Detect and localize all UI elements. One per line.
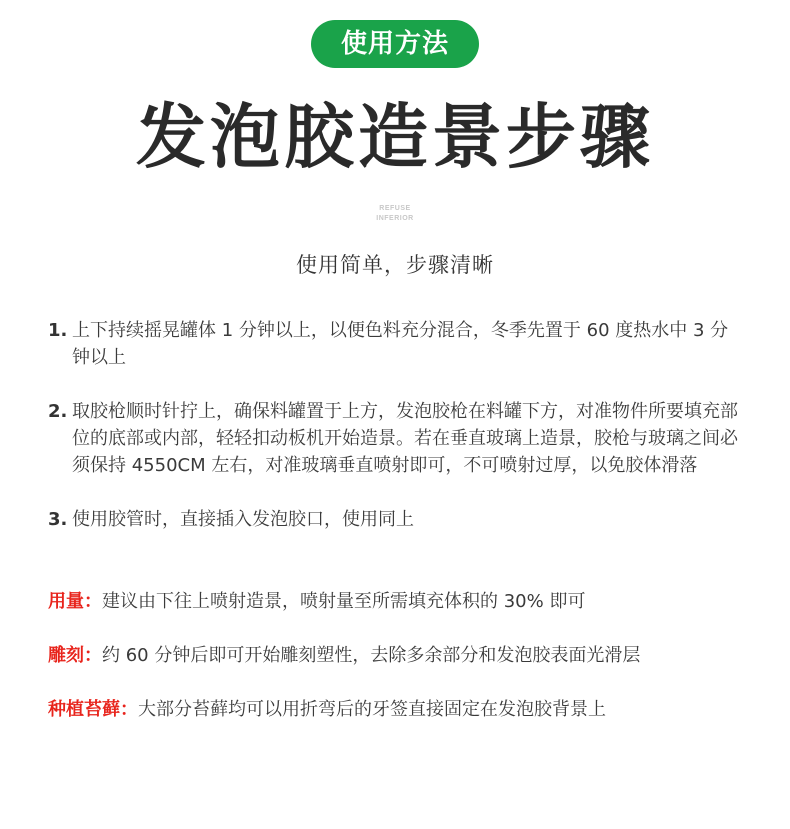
brand-watermark — [0, 204, 790, 224]
step-text: 使用胶管时，直接插入发泡胶口，使用同上 — [72, 509, 414, 530]
step-item-1 — [48, 317, 738, 371]
step-text: 上下持续摇晃罐体 1 分钟以上，以便色料充分混合，冬季先置于 60 度热水中 3 分钟以上 — [72, 320, 729, 368]
note-text: 大部分苔藓均可以用折弯后的牙签直接固定在发泡胶背景上 — [138, 699, 606, 720]
usage-badge: 使用方法 — [311, 20, 479, 68]
steps-list — [48, 317, 738, 560]
notes-section — [48, 588, 748, 750]
watermark-line-2: INFERIOR — [376, 215, 414, 222]
step-number: 2. — [48, 401, 68, 422]
note-dosage — [48, 588, 748, 615]
note-label: 雕刻： — [48, 645, 102, 666]
note-moss — [48, 696, 748, 723]
note-label: 用量： — [48, 591, 102, 612]
note-text: 建议由下往上喷射造景，喷射量至所需填充体积的 30% 即可 — [102, 591, 586, 612]
step-number: 3. — [48, 509, 68, 530]
note-carving — [48, 642, 748, 669]
note-text: 约 60 分钟后即可开始雕刻塑性，去除多余部分和发泡胶表面光滑层 — [102, 645, 641, 666]
step-text: 取胶枪顺时针拧上，确保料罐置于上方，发泡胶枪在料罐下方，对准物件所要填充部位的底部或内部，轻轻扣动板机开始造景。若在垂直玻璃上造景，胶枪与玻璃之间必须保持 4550CM 左右，对准玻璃垂直喷射即可，不可喷射过厚，以免胶体滑落 — [72, 401, 738, 476]
subtitle: 使用简单，步骤清晰 — [296, 253, 494, 277]
page-title: 发泡胶造景步骤 — [136, 96, 654, 178]
step-item-3 — [48, 506, 738, 533]
step-item-2 — [48, 398, 738, 479]
watermark-line-1: REFUSE — [379, 205, 411, 212]
note-label: 种植苔藓： — [48, 699, 138, 720]
step-number: 1. — [48, 320, 68, 341]
